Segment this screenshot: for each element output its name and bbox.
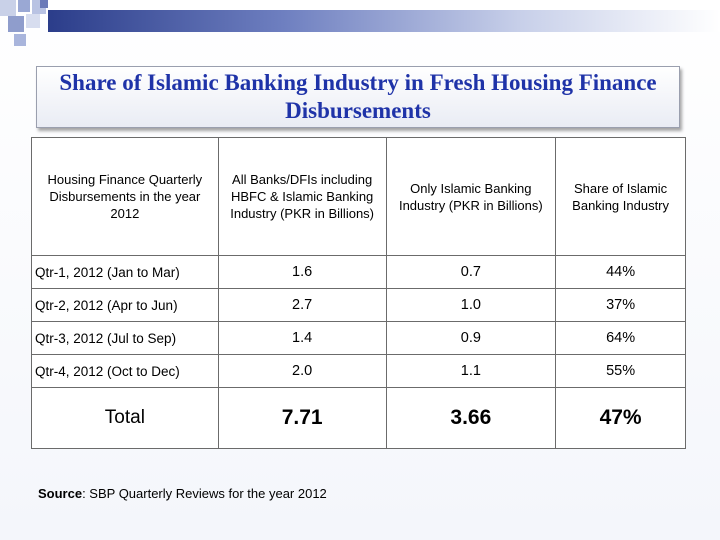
total-row [32,388,686,449]
table-row [32,355,686,388]
source-label: Source [38,486,83,501]
decor-square [18,0,30,12]
quarter-cell: Qtr-3, 2012 (Jul to Sep) [32,322,219,355]
all-banks-cell: 2.0 [218,355,386,388]
total-islamic: 3.66 [386,388,556,449]
all-banks-cell: 1.4 [218,322,386,355]
source-note [38,486,327,501]
quarter-cell: Qtr-1, 2012 (Jan to Mar) [32,256,219,289]
table-header-row [32,138,686,256]
header-cell: All Banks/DFIs including HBFC & Islamic Banking Industry (PKR in Billions) [218,138,386,256]
table-row [32,322,686,355]
header-cell: Share of Islamic Banking Industry [556,138,686,256]
decor-square [14,34,26,46]
share-cell: 44% [556,256,686,289]
title-box [36,66,680,128]
table-row [32,289,686,322]
islamic-cell: 0.9 [386,322,556,355]
total-label: Total [32,388,219,449]
header-cell: Housing Finance Quarterly Disbursements in the year 2012 [32,138,219,256]
header-cell: Only Islamic Banking Industry (PKR in Billions) [386,138,556,256]
all-banks-cell: 2.7 [218,289,386,322]
all-banks-cell: 1.6 [218,256,386,289]
islamic-cell: 0.7 [386,256,556,289]
quarter-cell: Qtr-4, 2012 (Oct to Dec) [32,355,219,388]
total-share: 47% [556,388,686,449]
share-cell: 37% [556,289,686,322]
quarter-cell: Qtr-2, 2012 (Apr to Jun) [32,289,219,322]
share-cell: 55% [556,355,686,388]
table-row [32,256,686,289]
islamic-cell: 1.1 [386,355,556,388]
header-gradient-bar [48,10,720,32]
disbursement-table [31,137,686,449]
decor-square [8,16,24,32]
islamic-cell: 1.0 [386,289,556,322]
source-text: : SBP Quarterly Reviews for the year 2012 [82,486,327,501]
total-all-banks: 7.71 [218,388,386,449]
decor-square [26,14,40,28]
slide-title: Share of Islamic Banking Industry in Fresh Housing Finance Disbursements [59,70,657,123]
share-cell: 64% [556,322,686,355]
decor-square [0,0,16,16]
decor-square [40,0,48,8]
